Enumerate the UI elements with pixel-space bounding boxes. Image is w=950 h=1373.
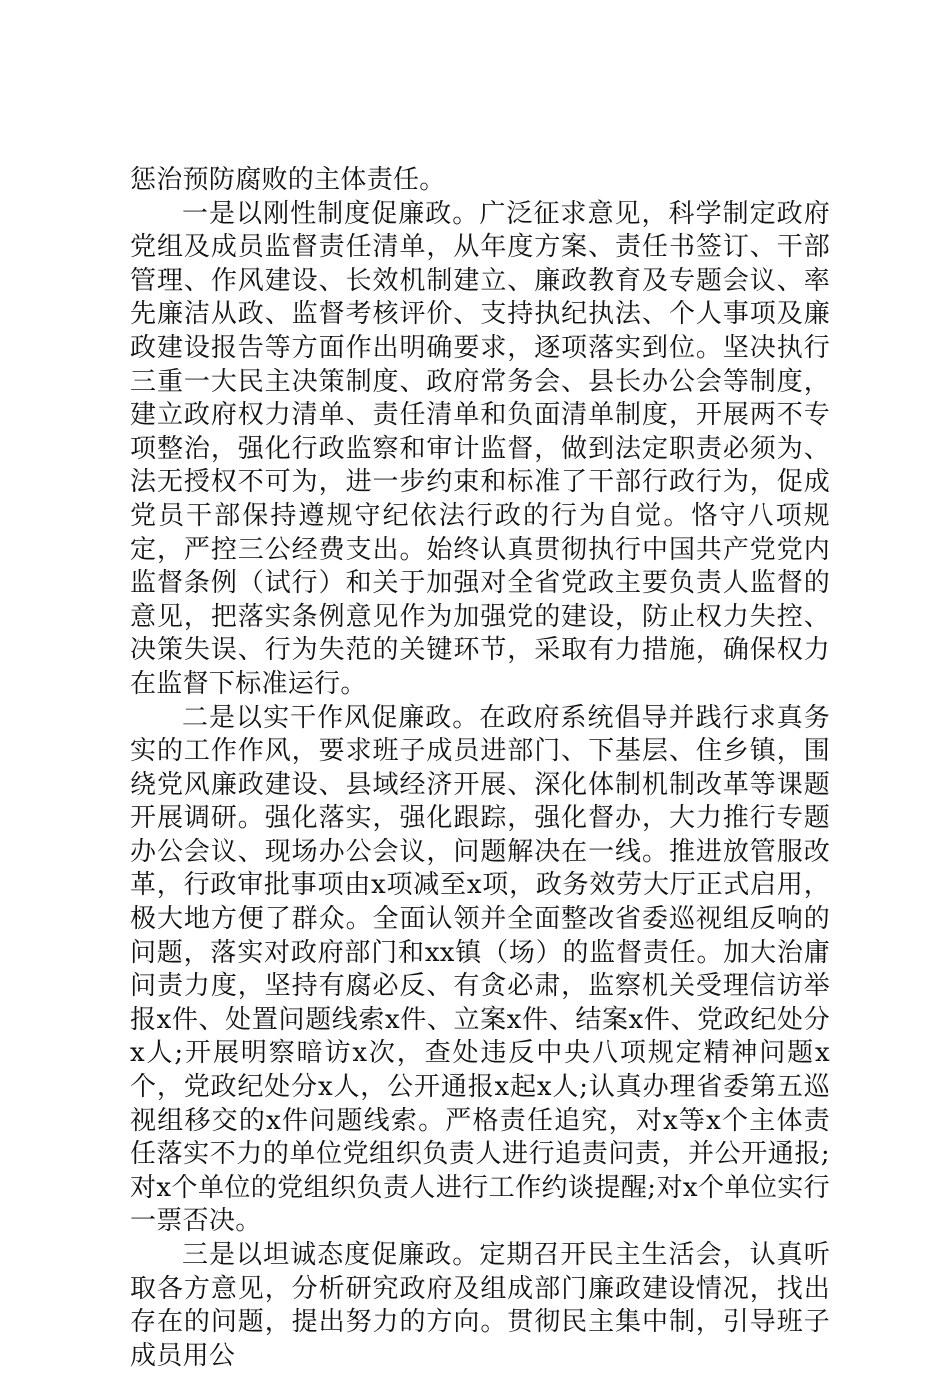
paragraph-continuation: 惩治预防腐败的主体责任。 — [130, 165, 446, 195]
paragraph-rigid-system: 一是以刚性制度促廉政。广泛征求意见，科学制定政府党组及成员监督责任清单，从年度方案、责任书签订、干部管理、作风建设、长效机制建立、廉政教育及专题会议、率先廉洁从政、监督考核评价、支持执纪执法、个人事项及廉政建设报告等方面作出明确要求，逐项落实到位。坚决执行三重一大民主决策制度、政府常务会、县长办公会等制度，建立政府权力清单、责任清单和负面清单制度，开展两不专项整治，强化行政监察和审计监督，做到法定职责必须为、法无授权不可为，进一步约束和标准了干部行政行为，促成党员干部保持遵规守纪依法行政的行为自觉。恪守八项规定，严控三公经费支出。始终认真贯彻执行中国共产党党内监督条例（试行）和关于加强对全省党政主要负责人监督的意见，把落实条例意见作为加强党的建设，防止权力失控、决策失误、行为失范的关键环节，采取有力措施，确保权力在监督下标准运行。 — [130, 198, 830, 699]
paragraph-candid-attitude: 三是以坦诚态度促廉政。定期召开民主生活会，认真听取各方意见，分析研究政府及组成部门廉政建设情况，找出存在的问题，提出努力的方向。贯彻民主集中制，引导班子成员用公 — [130, 1240, 830, 1371]
document-body — [130, 164, 830, 1373]
paragraph-practical-style: 二是以实干作风促廉政。在政府系统倡导并践行求真务实的工作作风，要求班子成员进部门、下基层、住乡镇，围绕党风廉政建设、县域经济开展、深化体制机制改革等课题开展调研。强化落实，强化跟踪，强化督办，大力推行专题办公会议、现场办公会议，问题解决在一线。推进放管服改革，行政审批事项由x项减至x项，政务效劳大厅正式启用，极大地方便了群众。全面认领并全面整改省委巡视组反响的问题，落实对政府部门和xx镇（场）的监督责任。加大治庸问责力度，坚持有腐必反、有贪必肃，监察机关受理信访举报x件、处置问题线索x件、立案x件、结案x件、党政纪处分x人;开展明察暗访x次，查处违反中央八项规定精神问题x个，党政纪处分x人，公开通报x起x人;认真办理省委第五巡视组移交的x件问题线索。严格责任追究，对x等x个主体责任落实不力的单位党组织负责人进行追责问责，并公开通报;对x个单位的党组织负责人进行工作约谈提醒;对x个单位实行一票否决。 — [130, 702, 830, 1237]
